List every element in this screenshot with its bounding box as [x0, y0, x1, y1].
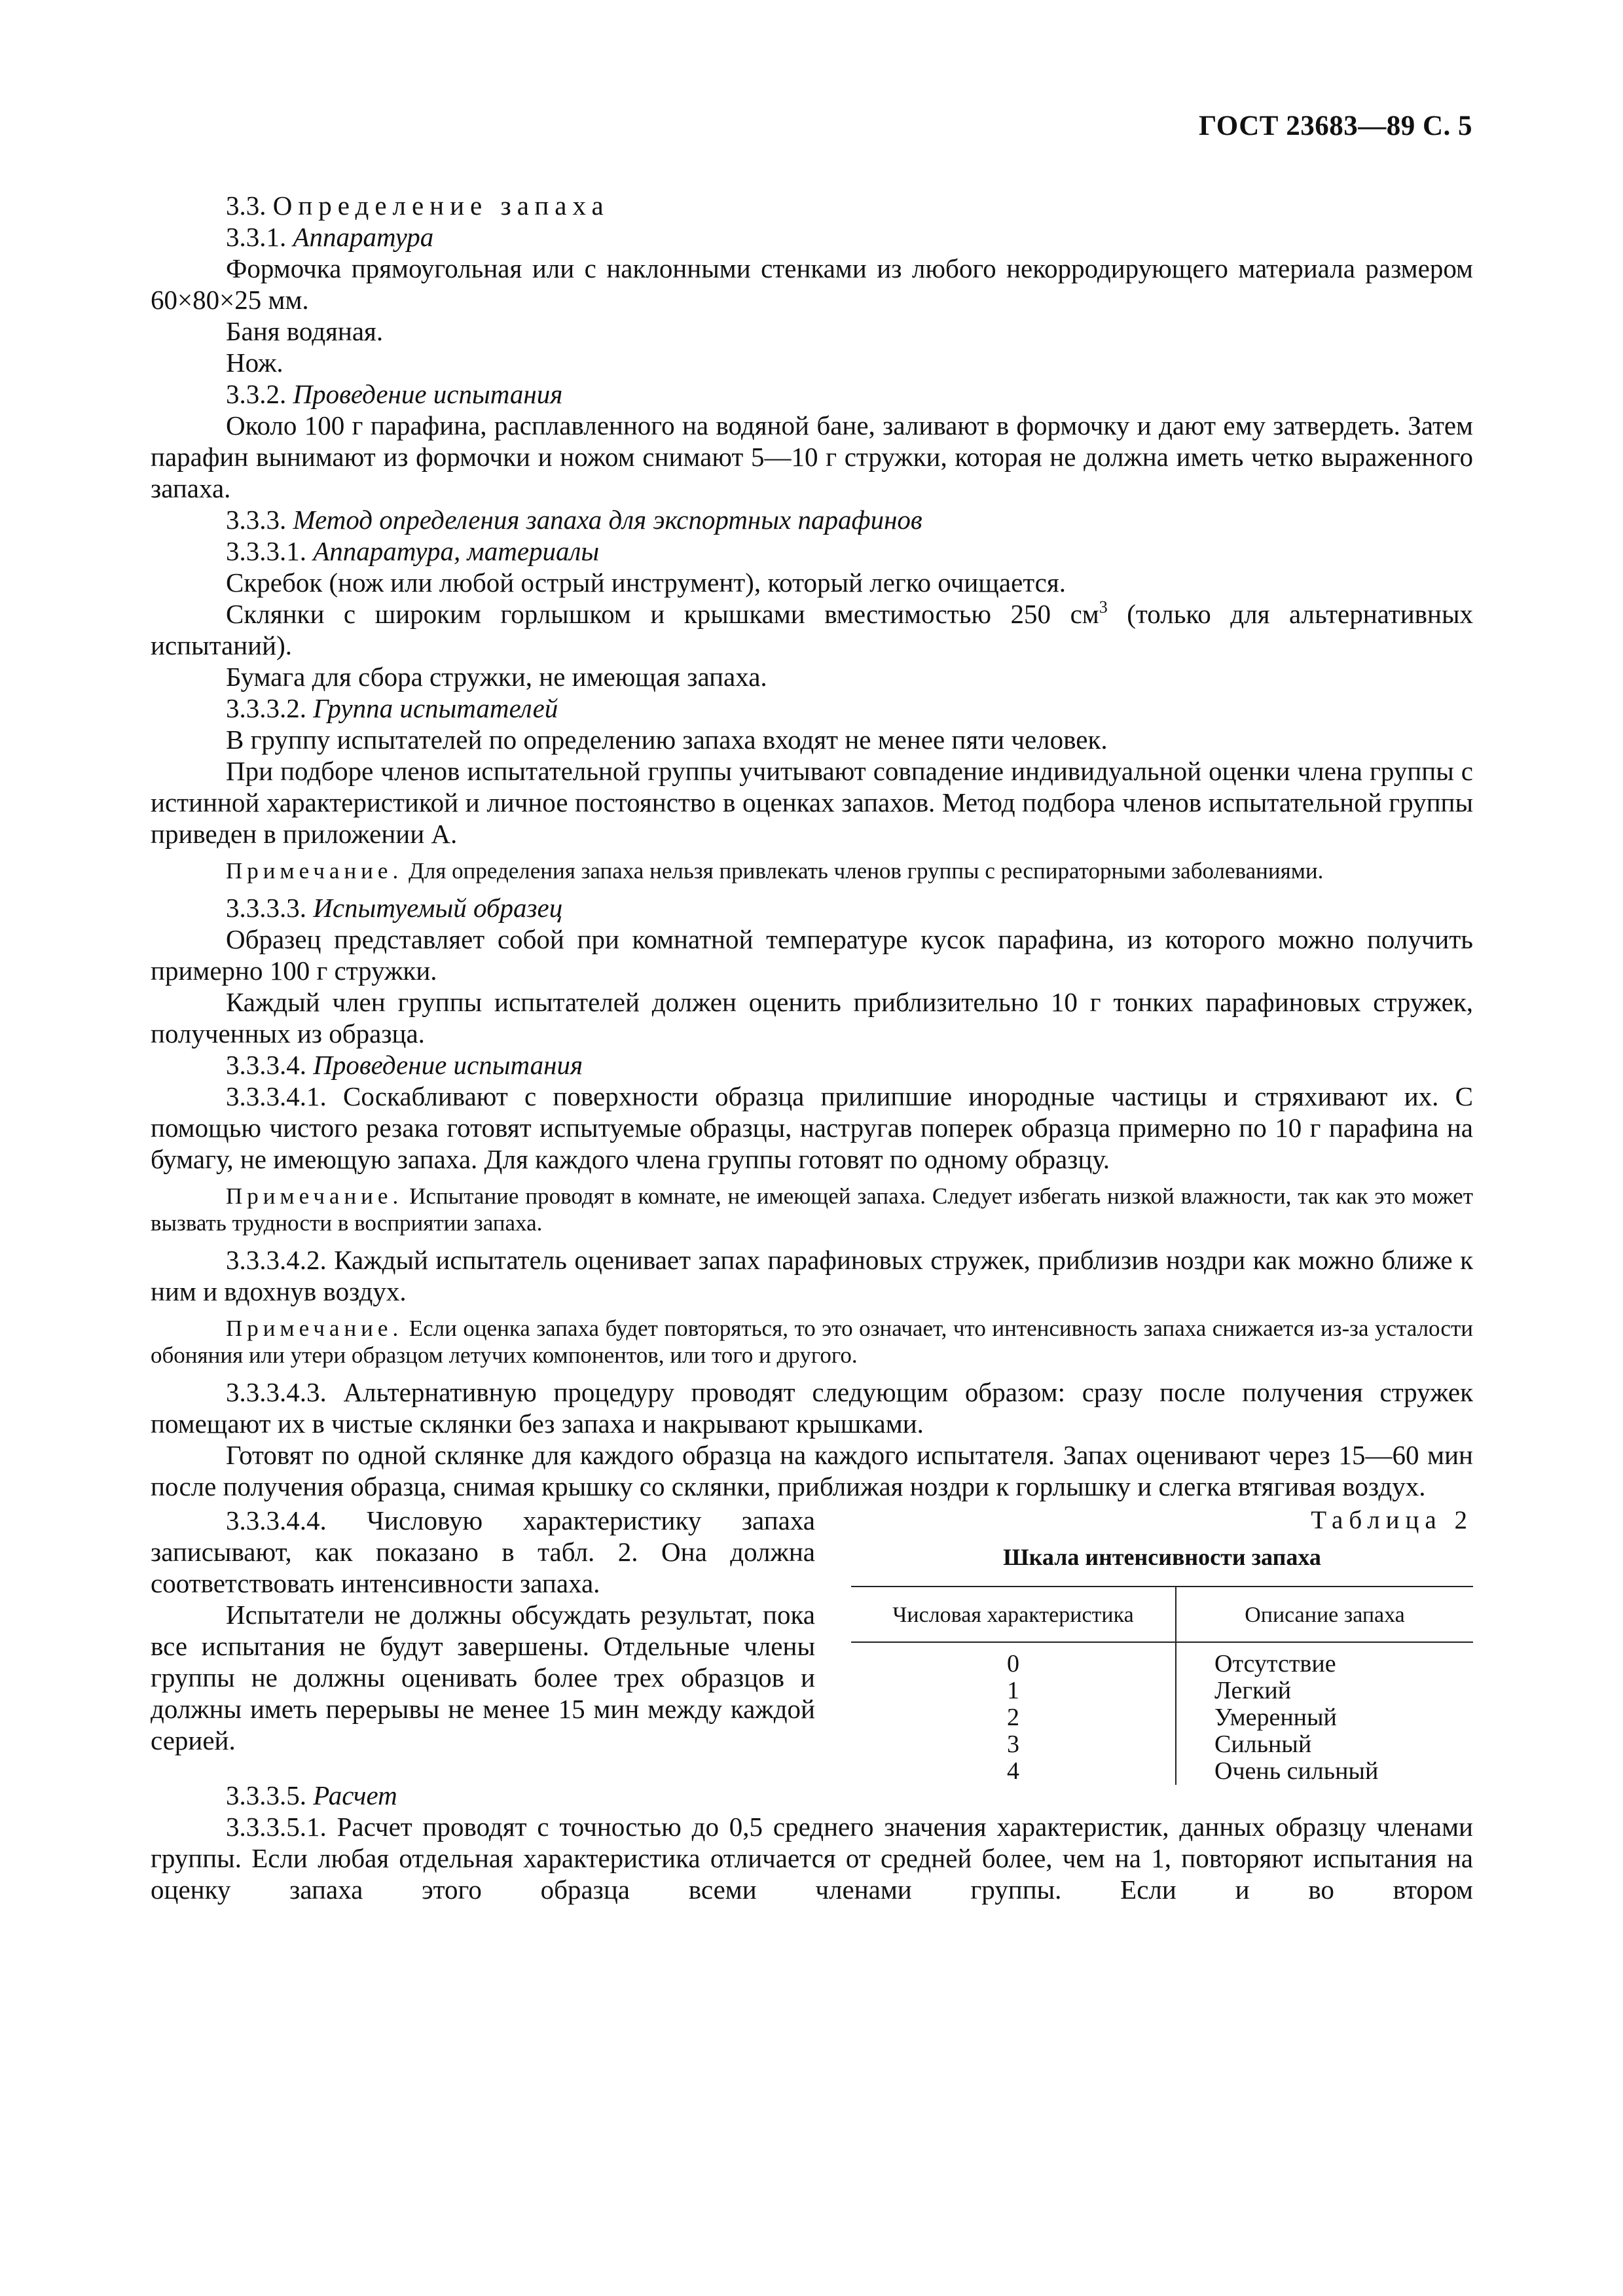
section-number: 3.3.3.3. [226, 893, 306, 923]
cell-description: Легкий [1214, 1677, 1292, 1704]
superscript: 3 [1099, 598, 1108, 617]
paragraph-test: Около 100 г парафина, расплавленного на водяной бане, заливают в формочку и дают ему затвердеть. Затем парафин вынимают из формочки и ножом снимают 5—10 г стружки, которая не должна иметь четко выраженного запаха. [151, 410, 1473, 503]
column-header-description: Описание запаха [1176, 1587, 1473, 1642]
paragraph-testers: Испытатели не должны обсуждать результат, пока все испытания не будут завершены. Отдельные члены группы не должны оценивать более трех образцов и должны иметь перерывы не менее 15 мин между каждой серией. [151, 1600, 815, 1755]
paragraph-3-3-3-4-3-cont: Готовят по одной склянке для каждого образца на каждого испытателя. Запах оценивают через 15—60 мин после получения образца, снимая крышку со склянки, приближая ноздри к горлышку и слегка втягивая воздух. [151, 1440, 1473, 1501]
note-label: Примечание. [226, 858, 403, 884]
jars-text-end: (только для альтернативных испытаний). [151, 599, 1474, 660]
odor-scale-table [851, 1586, 1473, 1785]
paragraph-form: Формочка прямоугольная или с наклонными стенками из любого некорродирующего материала размером 60×80×25 мм. [151, 253, 1473, 315]
section-title: Проведение испытания [313, 1050, 583, 1080]
section-title: Проведение испытания [293, 379, 563, 409]
paragraph-paper: Бумага для сбора стружки, не имеющая запаха. [226, 662, 767, 692]
cell-value: 1 [851, 1677, 1176, 1704]
section-number: 3.3.3.1. [226, 536, 306, 566]
table-2-block [851, 1505, 1473, 1785]
section-3-3-1-heading [151, 221, 1473, 253]
section-number: 3.3.2. [226, 379, 287, 409]
paragraph-group-1: В группу испытателей по определению запаха входят не менее пяти человек. [226, 725, 1108, 755]
cell-value: 2 [851, 1704, 1176, 1731]
note-label: Примечание. [226, 1316, 403, 1341]
paragraph-3-3-3-4-2: 3.3.3.4.2. Каждый испытатель оценивает запах парафиновых стружек, приблизив ноздри как можно ближе к ним и вдохнув воздух. [151, 1245, 1473, 1306]
paragraph-sample-1: Образец представляет собой при комнатной температуре кусок парафина, из которого можно получить примерно 100 г стружки. [151, 924, 1473, 986]
section-3-3-3-heading [151, 504, 1473, 535]
section-3-3-2-heading [151, 378, 1473, 410]
note-3 [151, 1315, 1473, 1369]
cell-value: 0 [851, 1642, 1176, 1677]
table-row [851, 1731, 1473, 1758]
section-title: Метод определения запаха для экспортных парафинов [293, 505, 922, 535]
left-column [151, 1505, 815, 1756]
note-1 [151, 857, 1473, 884]
column-header-value: Числовая характеристика [851, 1587, 1176, 1642]
note-label: Примечание. [226, 1183, 403, 1209]
table-title: Шкала интенсивности запаха [1003, 1544, 1321, 1570]
cell-description: Очень сильный [1214, 1757, 1379, 1785]
note-text: Для определения запаха нельзя привлекать членов группы с респираторными заболеваниями. [403, 858, 1324, 884]
note-text: Испытание проводят в комнате, не имеющей запаха. Следует избегать низкой влажности, так как это может вызвать трудности в восприятии запаха. [151, 1183, 1473, 1236]
two-column-block [151, 1505, 1473, 1785]
paragraph-group-2: При подборе членов испытательной группы учитывают совпадение индивидуальной оценки члена группы с истинной характеристикой и личное постоянство в оценках запахов. Метод подбора членов испытательной группы приведен в приложении А. [151, 756, 1473, 849]
section-3-3-3-1-heading [151, 535, 1473, 567]
section-number: 3.3.3.4. [226, 1050, 306, 1080]
paragraph-bath: Баня водяная. [226, 316, 384, 346]
table-row [851, 1642, 1473, 1677]
cell-description: Отсутствие [1214, 1650, 1336, 1677]
paragraph-3-3-3-4-4: 3.3.3.4.4. Числовую характеристику запаха записывают, как показано в табл. 2. Она должна соответствовать интенсивности запаха. [151, 1505, 815, 1598]
jars-text: Склянки с широким горлышком и крышками вместимостью 250 см [226, 599, 1099, 629]
cell-description: Сильный [1214, 1731, 1312, 1758]
section-title: Расчет [313, 1780, 397, 1810]
section-3-3-3-3-heading [151, 892, 1473, 924]
table-header-row [851, 1587, 1473, 1642]
paragraph-jars [151, 598, 1473, 661]
section-3-3-3-4-heading [151, 1049, 1473, 1081]
table-row [851, 1704, 1473, 1731]
document-body [151, 190, 1473, 1905]
section-3-3-3-2-heading [151, 692, 1473, 724]
paragraph-3-3-3-5-1: 3.3.3.5.1. Расчет проводят с точностью до 0,5 среднего значения характеристик, данных образцу членами группы. Если любая отдельная характеристика отличается от средней более, чем на 1, повторяют испытания на оценку запаха этого образца всеми членами группы. Если и во втором [151, 1812, 1473, 1905]
paragraph-3-3-3-4-3: 3.3.3.4.3. Альтернативную процедуру проводят следующим образом: сразу после получения стружек помещают их в чистые склянки без запаха и накрывают крышками. [151, 1377, 1473, 1439]
section-title: Определение запаха [272, 190, 610, 221]
table-label: Таблица 2 [1311, 1506, 1473, 1534]
section-number: 3.3. [226, 190, 266, 221]
note-2 [151, 1183, 1473, 1236]
table-row [851, 1758, 1473, 1785]
section-title: Испытуемый образец [313, 893, 563, 923]
section-title: Аппаратура [293, 222, 434, 252]
section-number: 3.3.3.5. [226, 1780, 306, 1810]
section-number: 3.3.3.2. [226, 693, 306, 723]
section-3-3-heading [151, 190, 1473, 221]
page-header: ГОСТ 23683—89 С. 5 [1198, 111, 1472, 141]
cell-value: 4 [851, 1758, 1176, 1785]
section-title: Аппаратура, материалы [313, 536, 600, 566]
section-title: Группа испытателей [313, 693, 558, 723]
cell-description: Умеренный [1214, 1704, 1337, 1731]
paragraph-sample-2: Каждый член группы испытателей должен оценить приблизительно 10 г тонких парафиновых стружек, полученных из образца. [151, 987, 1473, 1049]
section-number: 3.3.1. [226, 222, 287, 252]
paragraph-knife: Нож. [226, 348, 283, 378]
note-text: Если оценка запаха будет повторяться, то это означает, что интенсивность запаха снижается из-за усталости обоняния или утери образцом летучих компонентов, или того и другого. [151, 1316, 1473, 1368]
table-row [851, 1677, 1473, 1704]
paragraph-scraper: Скребок (нож или любой острый инструмент), который легко очищается. [226, 567, 1066, 598]
section-number: 3.3.3. [226, 505, 287, 535]
paragraph-3-3-3-4-1: 3.3.3.4.1. Соскабливают с поверхности образца прилипшие инородные частицы и стряхивают их. С помощью чистого резака готовят испытуемые образцы, настругав поперек образца примерно по 10 г парафина на бумагу, не имеющую запаха. Для каждого члена группы готовят по одному образцу. [151, 1081, 1473, 1174]
cell-value: 3 [851, 1731, 1176, 1758]
